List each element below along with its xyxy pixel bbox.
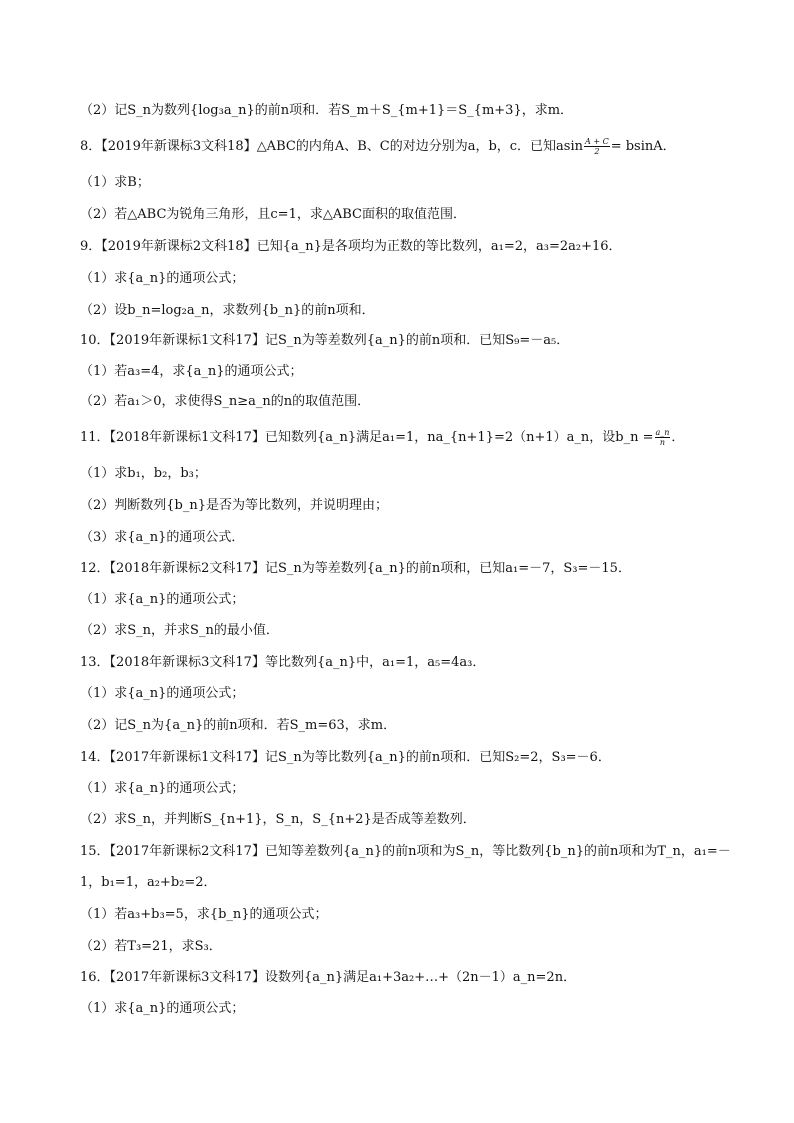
q14-number: 14． bbox=[80, 750, 110, 765]
q11-part2: （2）判断数列{b_n}是否为等比数列，并说明理由； bbox=[80, 498, 389, 513]
q11-stem bbox=[80, 428, 754, 448]
q12-part2: （2）求S_n，并求S_n的最小值． bbox=[80, 623, 279, 638]
q15-part1: （1）若a₃+b₃=5，求{b_n}的通项公式； bbox=[80, 907, 328, 922]
q16-tag: 【2017年新课标3文科17】 bbox=[109, 970, 265, 985]
q15-text: 已知等差数列{a_n}的前n项和为S_n，等比数列{b_n}的前n项和为T_n，a₁=－ bbox=[264, 844, 731, 859]
q16-text: 设数列{a_n}满足a₁+3a₂+…+（2n－1）a_n=2n． bbox=[264, 970, 577, 985]
q13-number: 13． bbox=[80, 655, 110, 670]
q11-tag: 【2018年新课标1文科17】 bbox=[109, 430, 265, 445]
q9-part1: （1）求{a_n}的通项公式； bbox=[80, 271, 245, 286]
q11-part3: （3）求{a_n}的通项公式． bbox=[80, 530, 245, 545]
q10-stem bbox=[80, 331, 754, 351]
q11-text-a: 已知数列{a_n}满足a₁=1，na_{n+1}=2（n+1）a_n，设b_n = bbox=[264, 430, 654, 445]
q11-number: 11． bbox=[80, 430, 110, 445]
q13-part2: （2）记S_n为{a_n}的前n项和．若S_m=63，求m． bbox=[80, 718, 397, 733]
q12-tag: 【2018年新课标2文科17】 bbox=[109, 561, 265, 576]
q10-part1: （1）若a₃=4，求{a_n}的通项公式； bbox=[80, 364, 303, 379]
q9-stem bbox=[80, 237, 754, 257]
q15-stem-cont: 1，b₁=1，a₂+b₂=2． bbox=[80, 875, 217, 890]
q11-part1: （1）求b₁，b₂，b₃； bbox=[80, 466, 207, 481]
q8-part1: （1）求B； bbox=[80, 175, 150, 190]
q8-frac-den: 2 bbox=[594, 147, 600, 156]
q14-stem bbox=[80, 748, 754, 768]
q12-number: 12． bbox=[80, 561, 110, 576]
q11-frac-den: n bbox=[659, 438, 666, 447]
q8-stem bbox=[80, 137, 754, 157]
q8-frac-num: A + C bbox=[585, 137, 609, 146]
q9-text: 已知{a_n}是各项均为正数的等比数列，a₁=2，a₃=2a₂+16． bbox=[256, 239, 622, 254]
q10-part2: （2）若a₁＞0，求使得S_n≥a_n的n的取值范围． bbox=[80, 394, 371, 409]
q15-number: 15． bbox=[80, 844, 110, 859]
q9-tag: 【2019年新课标2文科18】 bbox=[101, 239, 257, 254]
q11-frac-num: a_n bbox=[655, 428, 670, 437]
q8-tag: 【2019年新课标3文科18】 bbox=[101, 139, 257, 154]
q12-text: 记S_n为等差数列{a_n}的前n项和，已知a₁=－7，S₃=－15． bbox=[264, 561, 631, 576]
q10-tag: 【2019年新课标1文科17】 bbox=[109, 333, 265, 348]
q15-stem bbox=[80, 842, 754, 862]
q7-part2: （2）记S_n为数列{log₃a_n}的前n项和．若S_m＋S_{m+1}＝S_{m+3}，求m． bbox=[80, 103, 574, 118]
q13-stem bbox=[80, 653, 754, 673]
q9-number: 9． bbox=[80, 239, 102, 254]
q13-tag: 【2018年新课标3文科17】 bbox=[109, 655, 265, 670]
q10-number: 10． bbox=[80, 333, 110, 348]
q16-part1: （1）求{a_n}的通项公式； bbox=[80, 1001, 245, 1016]
q8-text-b: = bsinA． bbox=[610, 139, 676, 154]
q14-part2: （2）求S_n，并判断S_{n+1}，S_n，S_{n+2}是否成等差数列． bbox=[80, 812, 476, 827]
q8-fraction bbox=[584, 137, 610, 156]
q11-fraction bbox=[655, 428, 671, 447]
q16-stem bbox=[80, 968, 754, 988]
q13-text: 等比数列{a_n}中，a₁=1，a₅=4a₃． bbox=[264, 655, 486, 670]
q16-number: 16． bbox=[80, 970, 110, 985]
q8-number: 8． bbox=[80, 139, 102, 154]
q15-part2: （2）若T₃=21，求S₃． bbox=[80, 939, 222, 954]
q10-text: 记S_n为等差数列{a_n}的前n项和．已知S₉=－a₅． bbox=[264, 333, 570, 348]
q12-part1: （1）求{a_n}的通项公式； bbox=[80, 592, 245, 607]
q8-part2: （2）若△ABC为锐角三角形，且c=1，求△ABC面积的取值范围． bbox=[80, 207, 466, 222]
q14-part1: （1）求{a_n}的通项公式； bbox=[80, 781, 245, 796]
q8-text-a: △ABC的内角A、B、C的对边分别为a，b，c．已知asin bbox=[256, 139, 584, 154]
q14-text: 记S_n为等比数列{a_n}的前n项和．已知S₂=2，S₃=－6． bbox=[264, 750, 611, 765]
q14-tag: 【2017年新课标1文科17】 bbox=[109, 750, 265, 765]
q13-part1: （1）求{a_n}的通项公式； bbox=[80, 686, 245, 701]
q9-part2: （2）设b_n=log₂a_n，求数列{b_n}的前n项和． bbox=[80, 303, 375, 318]
q12-stem bbox=[80, 559, 754, 579]
q11-text-b: ． bbox=[671, 430, 685, 445]
q15-tag: 【2017年新课标2文科17】 bbox=[109, 844, 265, 859]
